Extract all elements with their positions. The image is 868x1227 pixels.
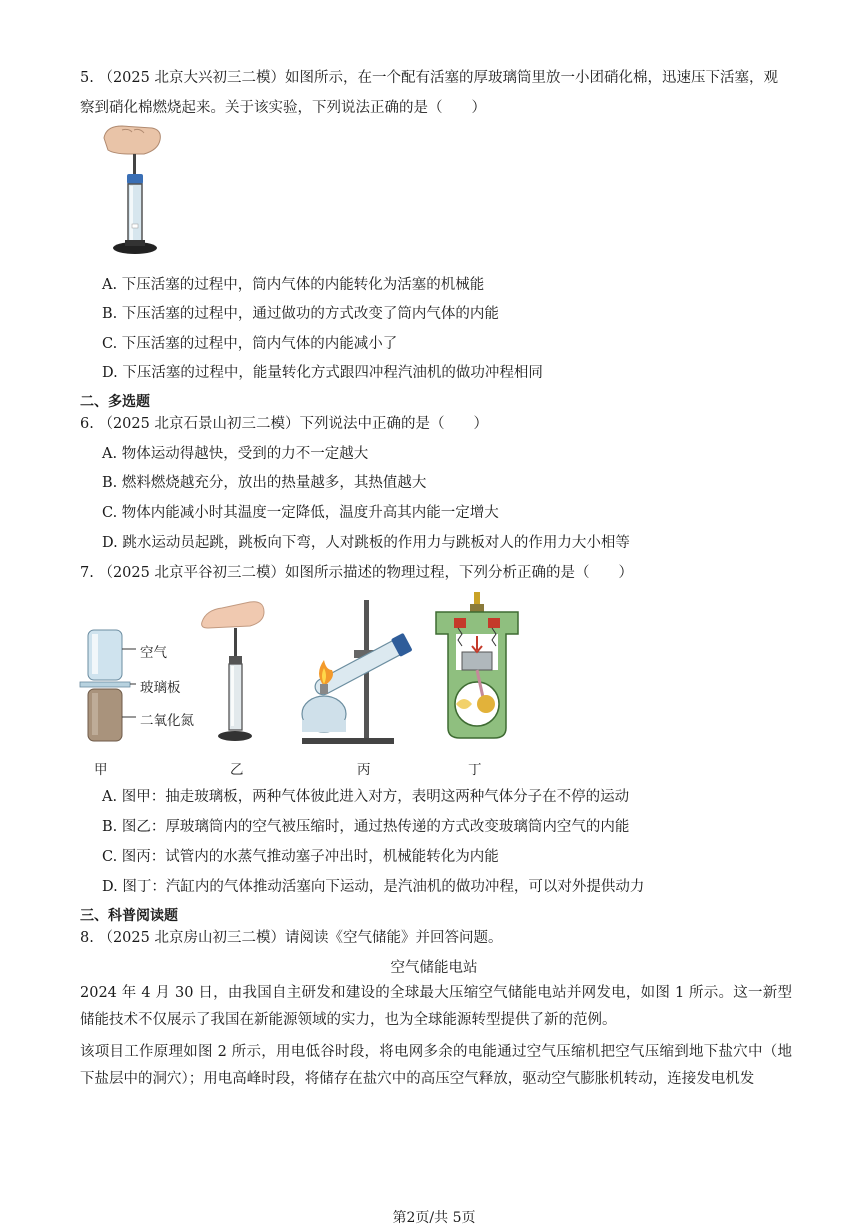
q7-option-c: C. 图丙：试管内的水蒸气推动塞子冲出时，机械能转化为内能	[102, 849, 499, 865]
q5-piston-figure	[100, 124, 170, 258]
q8-article-title: 空气储能电站	[390, 960, 478, 976]
q6-option-a: A. 物体运动得越快，受到的力不一定越大	[102, 446, 369, 462]
q7-label-no2: 二氧化氮	[140, 713, 194, 729]
q8-paragraph-1: 2024 年 4 月 30 日，由我国自主研发和建设的全球最大压缩空气储能电站并网发电，如图 1 所示。这一新型储能技术不仅展示了我国在新能源领域的实力，也为全球能源转型提供了新的范例。	[80, 985, 792, 1028]
q7-figure-yi	[198, 596, 268, 748]
q5-stem-line1: 5. （2025 北京大兴初三二模）如图所示，在一个配有活塞的厚玻璃筒里放一小团硝化棉，迅速压下活塞，观	[80, 70, 778, 86]
q5-option-c: C. 下压活塞的过程中，筒内气体的内能减小了	[102, 336, 398, 352]
q7-option-b: B. 图乙：厚玻璃筒内的空气被压缩时，通过热传递的方式改变玻璃筒内空气的内能	[102, 819, 630, 835]
q5-option-a: A. 下压活塞的过程中，筒内气体的内能转化为活塞的机械能	[102, 277, 485, 293]
q7-option-d: D. 图丁：汽缸内的气体推动活塞向下运动，是汽油机的做功冲程，可以对外提供动力	[102, 879, 645, 895]
q7-figure-ding	[428, 590, 528, 742]
q7-caption-ding: 丁	[468, 762, 482, 778]
q6-stem: 6. （2025 北京石景山初三二模）下列说法中正确的是（ ）	[80, 416, 488, 432]
q7-label-air: 空气	[140, 645, 167, 661]
page-footer: 第2页/共 5页	[392, 1210, 476, 1226]
q7-stem: 7. （2025 北京平谷初三二模）如图所示描述的物理过程，下列分析正确的是（ ）	[80, 565, 633, 581]
section-heading-reading: 三、科普阅读题	[80, 908, 178, 924]
q7-caption-yi: 乙	[230, 762, 244, 778]
q5-option-d: D. 下压活塞的过程中，能量转化方式跟四冲程汽油机的做功冲程相同	[102, 365, 543, 381]
section-heading-multi-choice: 二、多选题	[80, 394, 150, 410]
q7-label-glass-plate: 玻璃板	[140, 680, 181, 696]
q7-caption-bing: 丙	[357, 762, 371, 778]
q6-option-d: D. 跳水运动员起跳，跳板向下弯，人对跳板的作用力与跳板对人的作用力大小相等	[102, 535, 630, 551]
q5-option-b: B. 下压活塞的过程中，通过做功的方式改变了筒内气体的内能	[102, 306, 499, 322]
q7-option-a: A. 图甲：抽走玻璃板，两种气体彼此进入对方，表明这两种气体分子在不停的运动	[102, 789, 630, 805]
q7-figure-bing	[292, 596, 427, 752]
q8-paragraph-2: 该项目工作原理如图 2 所示，用电低谷时段，将电网多余的电能通过空气压缩机把空气压缩到地下盐穴中（地下盐层中的洞穴）；用电高峰时段，将储存在盐穴中的高压空气释放，驱动空气膨胀机转动，连接发电机发	[80, 1044, 792, 1087]
q5-stem-line2: 察到硝化棉燃烧起来。关于该实验，下列说法正确的是（ ）	[80, 100, 486, 116]
q6-option-b: B. 燃料燃烧越充分，放出的热量越多，其热值越大	[102, 475, 427, 491]
q7-caption-jia: 甲	[94, 762, 108, 778]
q8-stem: 8. （2025 北京房山初三二模）请阅读《空气储能》并回答问题。	[80, 930, 503, 946]
q6-option-c: C. 物体内能减小时其温度一定降低，温度升高其内能一定增大	[102, 505, 499, 521]
